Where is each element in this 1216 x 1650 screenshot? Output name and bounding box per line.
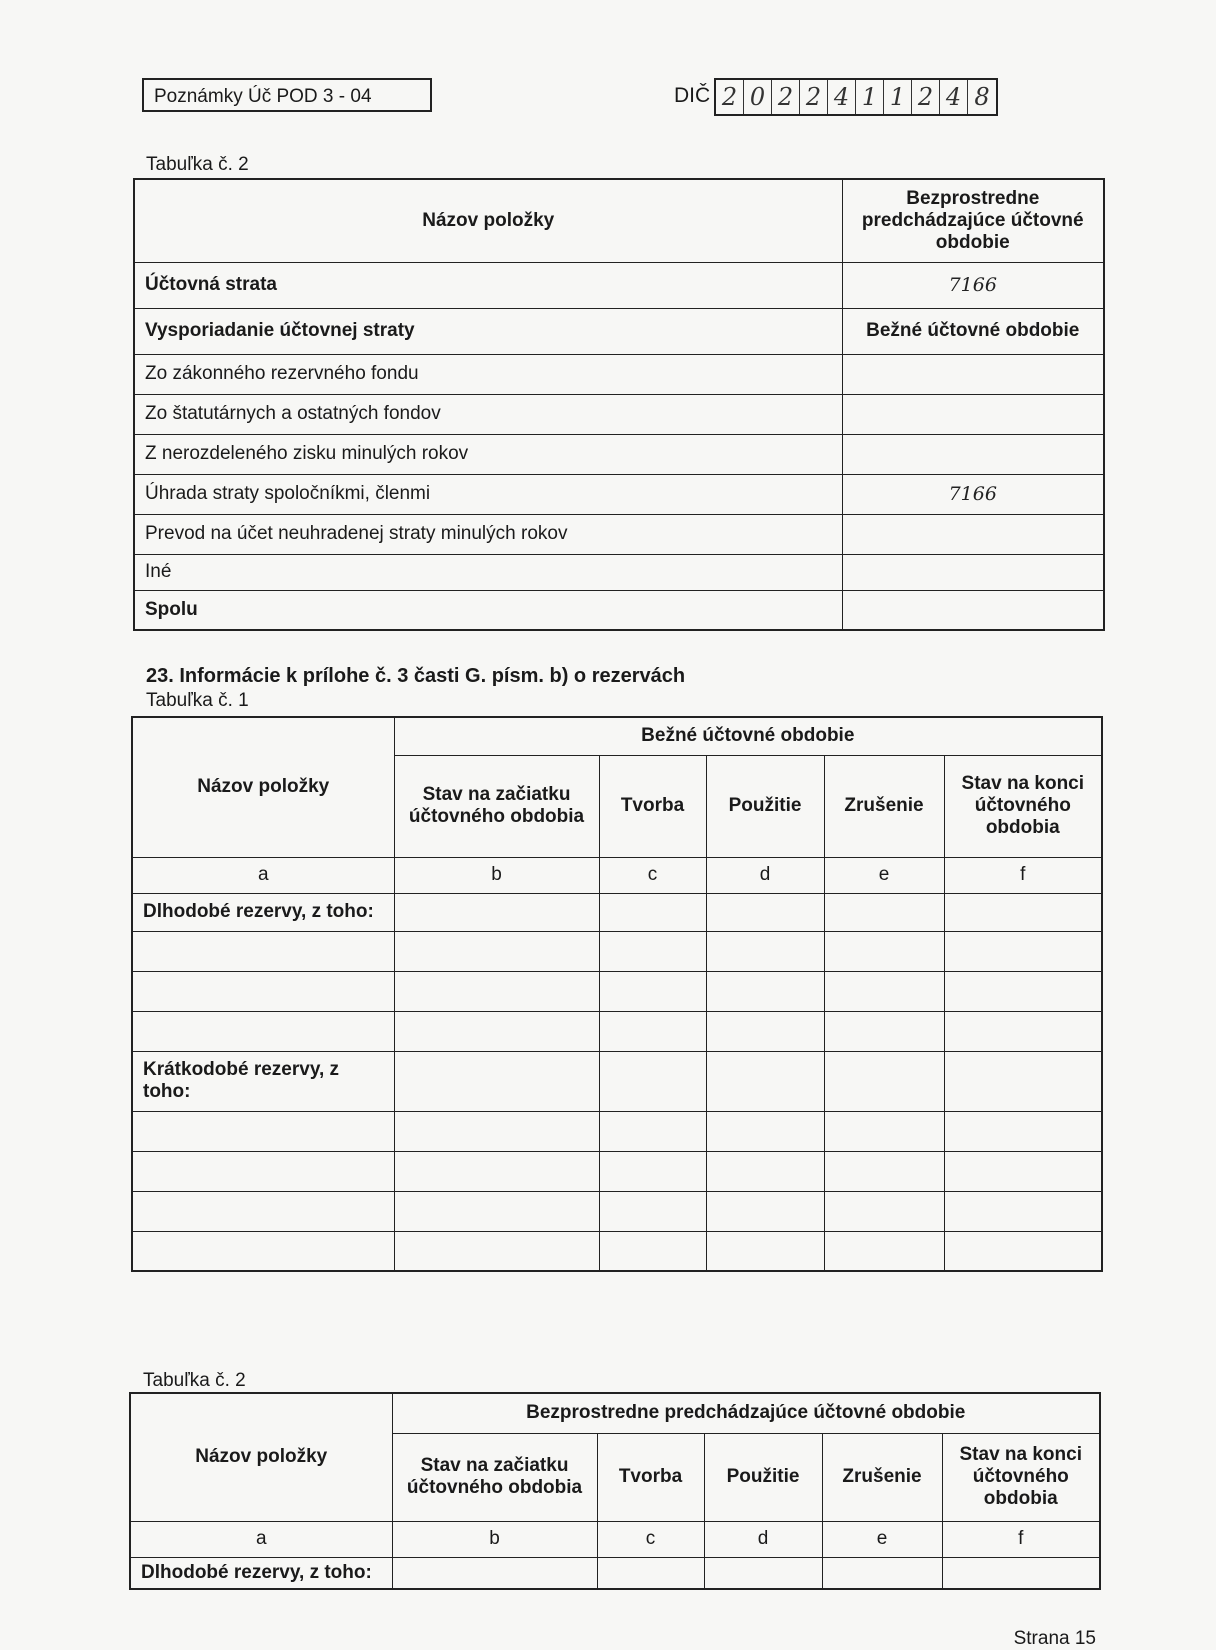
row-label-loss-settlement: Vysporiadanie účtovnej straty bbox=[134, 308, 842, 354]
column-header-name: Názov položky bbox=[134, 179, 842, 262]
period-header: Bežné účtovné obdobie bbox=[394, 717, 1102, 755]
column-header-use: Použitie bbox=[704, 1433, 822, 1521]
table-row-label: Zo zákonného rezervného fondu bbox=[134, 354, 842, 394]
column-header-creation: Tvorba bbox=[599, 755, 706, 857]
reserves-current-table bbox=[131, 716, 1103, 1272]
table-row-label: Prevod na účet neuhradenej straty minulých rokov bbox=[134, 514, 842, 554]
column-header-use: Použitie bbox=[706, 755, 824, 857]
dic-digit: 0 bbox=[744, 80, 772, 114]
dic-digit: 2 bbox=[772, 80, 800, 114]
dic-digit: 2 bbox=[800, 80, 828, 114]
column-letter: c bbox=[597, 1521, 704, 1557]
dic-digit: 2 bbox=[716, 80, 744, 114]
dic-digit: 4 bbox=[940, 80, 968, 114]
column-header-closing: Stav na konci účtovného obdobia bbox=[944, 755, 1102, 857]
column-letter: c bbox=[599, 857, 706, 893]
column-letter: b bbox=[392, 1521, 597, 1557]
column-header-name: Názov položky bbox=[130, 1393, 392, 1521]
column-header-previous-period: Bezprostredne predchádzajúce účtovné obdobie bbox=[842, 179, 1104, 262]
dic-digit: 8 bbox=[974, 83, 990, 111]
column-header-cancellation: Zrušenie bbox=[824, 755, 944, 857]
row-label-total: Spolu bbox=[134, 590, 842, 630]
dic-digit: 1 bbox=[856, 80, 884, 114]
column-header-cancellation: Zrušenie bbox=[822, 1433, 942, 1521]
column-letter: a bbox=[130, 1521, 392, 1557]
column-letter: f bbox=[942, 1521, 1100, 1557]
handwritten-value: 7166 bbox=[842, 474, 1104, 514]
dic-label: DIČ bbox=[674, 84, 711, 107]
table-cell-value bbox=[842, 554, 1104, 590]
table-row-label: Iné bbox=[134, 554, 842, 590]
column-letter: f bbox=[944, 857, 1102, 893]
column-letter: b bbox=[394, 857, 599, 893]
column-header-closing: Stav na konci účtovného obdobia bbox=[942, 1433, 1100, 1521]
table-row-label: Z nerozdeleného zisku minulých rokov bbox=[134, 434, 842, 474]
column-header-current-period: Bežné účtovné obdobie bbox=[842, 308, 1104, 354]
page-number: Strana 15 bbox=[1013, 1628, 1096, 1649]
column-header-opening: Stav na začiatku účtovného obdobia bbox=[392, 1433, 597, 1521]
table-cell-value bbox=[842, 514, 1104, 554]
table-cell-value bbox=[842, 354, 1104, 394]
column-letter: d bbox=[706, 857, 824, 893]
period-header: Bezprostredne predchádzajúce účtovné obdobie bbox=[392, 1393, 1100, 1433]
column-header-name: Názov položky bbox=[132, 717, 394, 857]
table-caption: Tabuľka č. 1 bbox=[146, 690, 249, 711]
table-caption: Tabuľka č. 2 bbox=[146, 154, 249, 175]
loss-settlement-table bbox=[133, 178, 1105, 631]
table-cell-value bbox=[842, 434, 1104, 474]
dic-digit: 1 bbox=[884, 80, 912, 114]
reserves-previous-table bbox=[129, 1392, 1101, 1590]
column-letter: e bbox=[824, 857, 944, 893]
column-header-creation: Tvorba bbox=[597, 1433, 704, 1521]
row-label-long-term-reserves: Dlhodobé rezervy, z toho: bbox=[132, 893, 394, 931]
table-row-label: Zo štatutárnych a ostatných fondov bbox=[134, 394, 842, 434]
table-caption: Tabuľka č. 2 bbox=[143, 1370, 246, 1391]
table-cell-value bbox=[842, 394, 1104, 434]
dic-digit: 2 bbox=[912, 80, 940, 114]
column-letter: d bbox=[704, 1521, 822, 1557]
column-header-opening: Stav na začiatku účtovného obdobia bbox=[394, 755, 599, 857]
dic-field bbox=[714, 78, 998, 116]
dic-digit: 4 bbox=[828, 80, 856, 114]
table-cell-value bbox=[842, 590, 1104, 630]
row-label-short-term-reserves: Krátkodobé rezervy, z toho: bbox=[132, 1051, 394, 1111]
row-label-long-term-reserves: Dlhodobé rezervy, z toho: bbox=[130, 1557, 392, 1589]
column-letter: a bbox=[132, 857, 394, 893]
form-section-label: Poznámky Úč POD 3 - 04 bbox=[142, 78, 432, 112]
section-title: 23. Informácie k prílohe č. 3 časti G. písm. b) o rezervách bbox=[146, 665, 686, 687]
table-row-label: Úhrada straty spoločníkmi, členmi bbox=[134, 474, 842, 514]
column-letter: e bbox=[822, 1521, 942, 1557]
handwritten-value: 7166 bbox=[842, 262, 1104, 308]
row-label-accounting-loss: Účtovná strata bbox=[134, 262, 842, 308]
